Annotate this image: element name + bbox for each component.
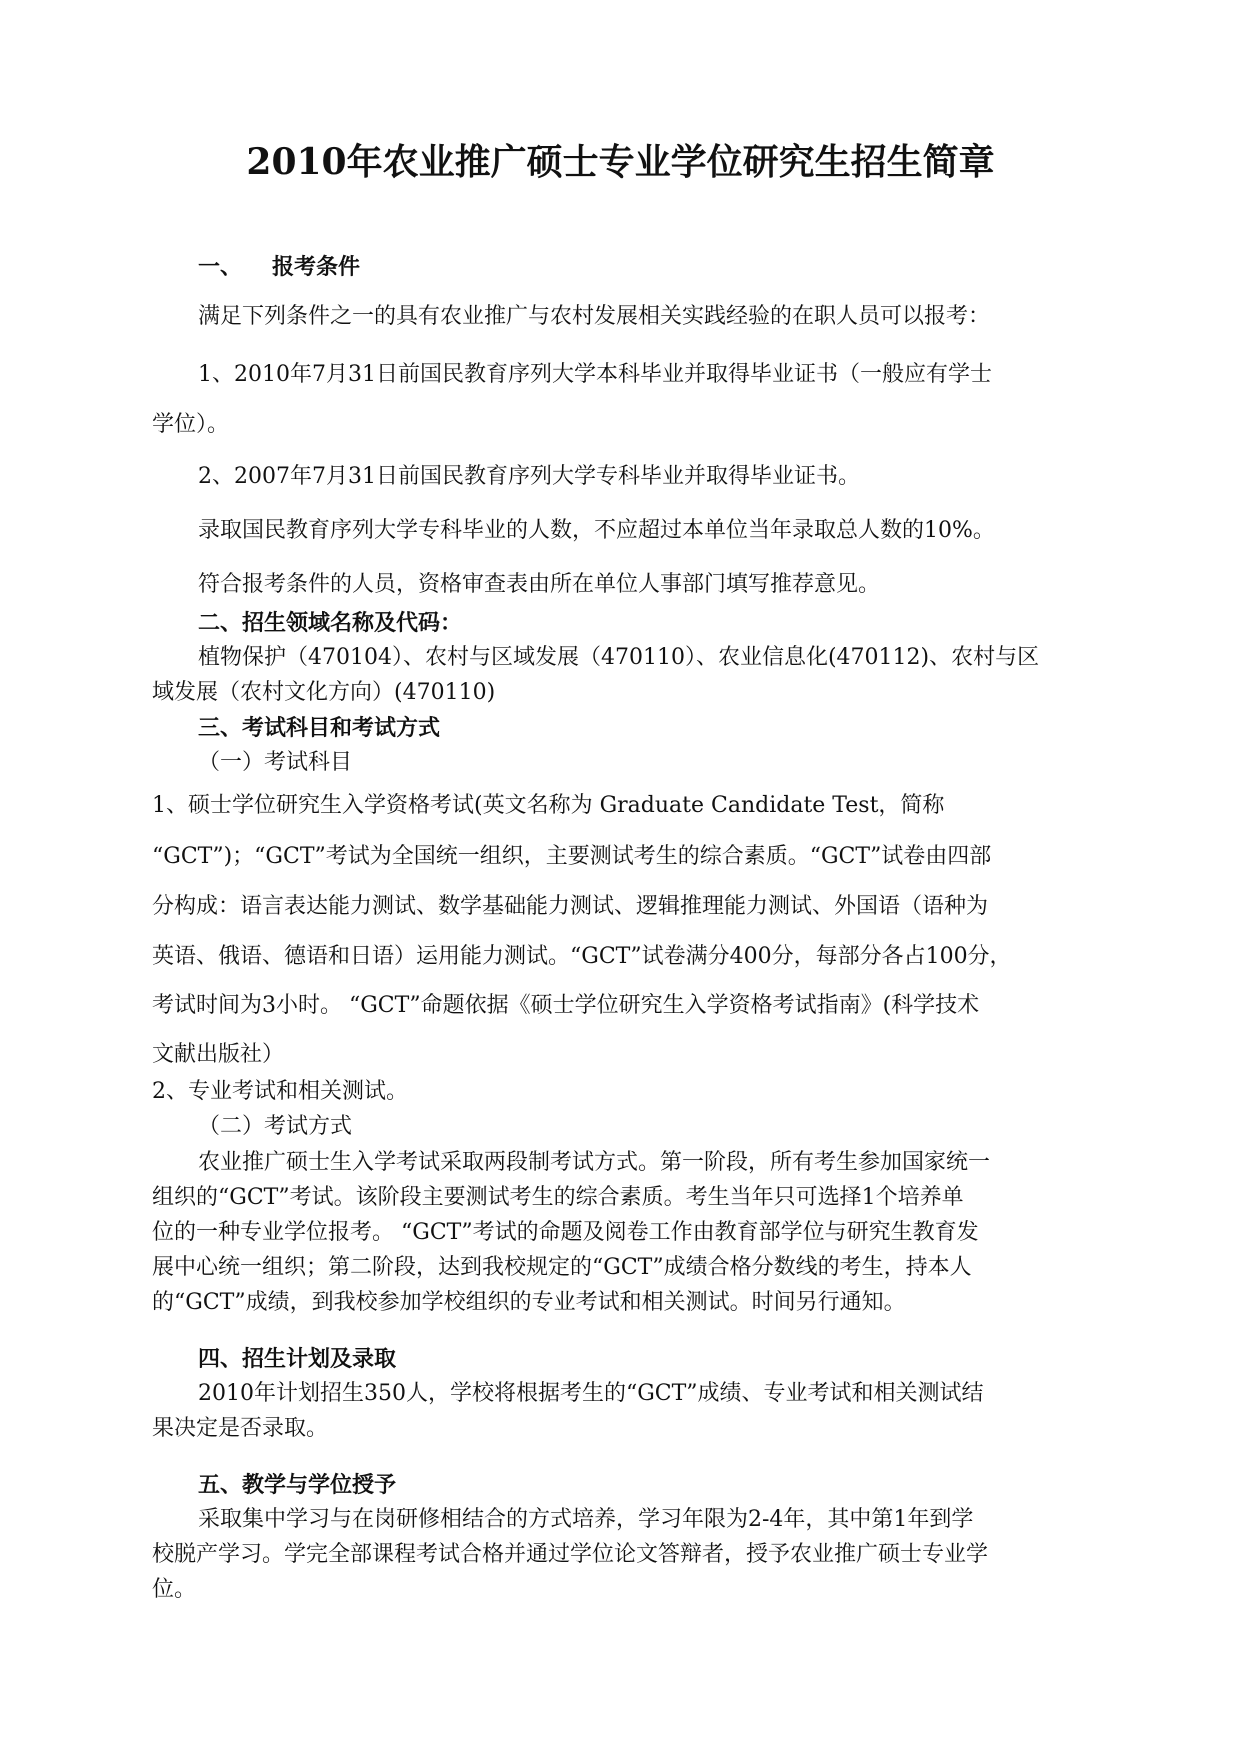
section2-line2: 域发展（农村文化方向）(470110) [152, 680, 496, 705]
section5-heading: 五、教学与学位授予 [198, 1472, 397, 1498]
section3-para2-line1: 农业推广硕士生入学考试采取两段制考试方式。第一阶段，所有考生参加国家统一 [198, 1150, 991, 1175]
section4-line1: 2010年计划招生350人，学校将根据考生的“GCT”成绩、专业考试和相关测试结 [198, 1381, 984, 1406]
section3-para1-line4: 英语、俄语、德语和日语）运用能力测试。“GCT”试卷满分400分，每部分各占100分， [152, 944, 1012, 969]
section1-note1: 录取国民教育序列大学专科毕业的人数，不应超过本单位当年录取总人数的10%。 [198, 518, 995, 543]
section1-heading: 报考条件 [272, 254, 361, 280]
section3-para1-line1: 1、硕士学位研究生入学资格考试(英文名称为 Graduate Candidate Test，简称 [152, 793, 945, 818]
section5-line3: 位。 [152, 1577, 197, 1602]
section2-line1: 植物保护（470104）、农村与区域发展（470110）、农业信息化(470112)、农村与区 [198, 645, 1040, 670]
section1-heading-number: 一、 [198, 254, 243, 280]
section3-para2-line3: 位的一种专业学位报考。 “GCT”考试的命题及阅卷工作由教育部学位与研究生教育发 [152, 1220, 979, 1245]
section3-para1-line6: 文献出版社） [152, 1042, 285, 1067]
section3-heading: 三、考试科目和考试方式 [198, 715, 441, 741]
section3-item2: 2、专业考试和相关测试。 [152, 1079, 408, 1104]
document-title: 2010年农业推广硕士专业学位研究生招生简章 [246, 141, 995, 183]
section3-para1-line2: “GCT”)；“GCT”考试为全国统一组织，主要测试考生的综合素质。“GCT”试卷由四部 [152, 844, 992, 869]
section1-item1-line2: 学位）。 [152, 412, 230, 437]
section4-line2: 果决定是否录取。 [152, 1416, 329, 1441]
section3-para1-line3: 分构成：语言表达能力测试、数学基础能力测试、逻辑推理能力测试、外国语（语种为 [152, 894, 989, 919]
section2-heading: 二、招生领域名称及代码： [198, 610, 463, 636]
section3-para2-line2: 组织的“GCT”考试。该阶段主要测试考生的综合素质。考生当年只可选择1个培养单 [152, 1185, 964, 1210]
section3-para1-line5: 考试时间为3小时。 “GCT”命题依据《硕士学位研究生入学资格考试指南》(科学技术 [152, 993, 980, 1018]
section4-heading: 四、招生计划及录取 [198, 1346, 397, 1372]
section3-para2-line4: 展中心统一组织；第二阶段，达到我校规定的“GCT”成绩合格分数线的考生，持本人 [152, 1255, 972, 1280]
section5-line2: 校脱产学习。学完全部课程考试合格并通过学位论文答辩者，授予农业推广硕士专业学 [152, 1542, 989, 1567]
section5-line1: 采取集中学习与在岗研修相结合的方式培养，学习年限为2-4年，其中第1年到学 [198, 1507, 974, 1532]
section3-sub2: （二）考试方式 [198, 1114, 353, 1139]
section3-sub1: （一）考试科目 [198, 750, 353, 775]
section1-item1-line1: 1、2010年7月31日前国民教育序列大学本科毕业并取得毕业证书（一般应有学士 [198, 362, 992, 387]
section1-intro: 满足下列条件之一的具有农业推广与农村发展相关实践经验的在职人员可以报考： [198, 304, 991, 329]
section1-note2: 符合报考条件的人员，资格审查表由所在单位人事部门填写推荐意见。 [198, 572, 881, 597]
section1-item2: 2、2007年7月31日前国民教育序列大学专科毕业并取得毕业证书。 [198, 464, 860, 489]
section3-para2-line5: 的“GCT”成绩，到我校参加学校组织的专业考试和相关测试。时间另行通知。 [152, 1290, 906, 1315]
